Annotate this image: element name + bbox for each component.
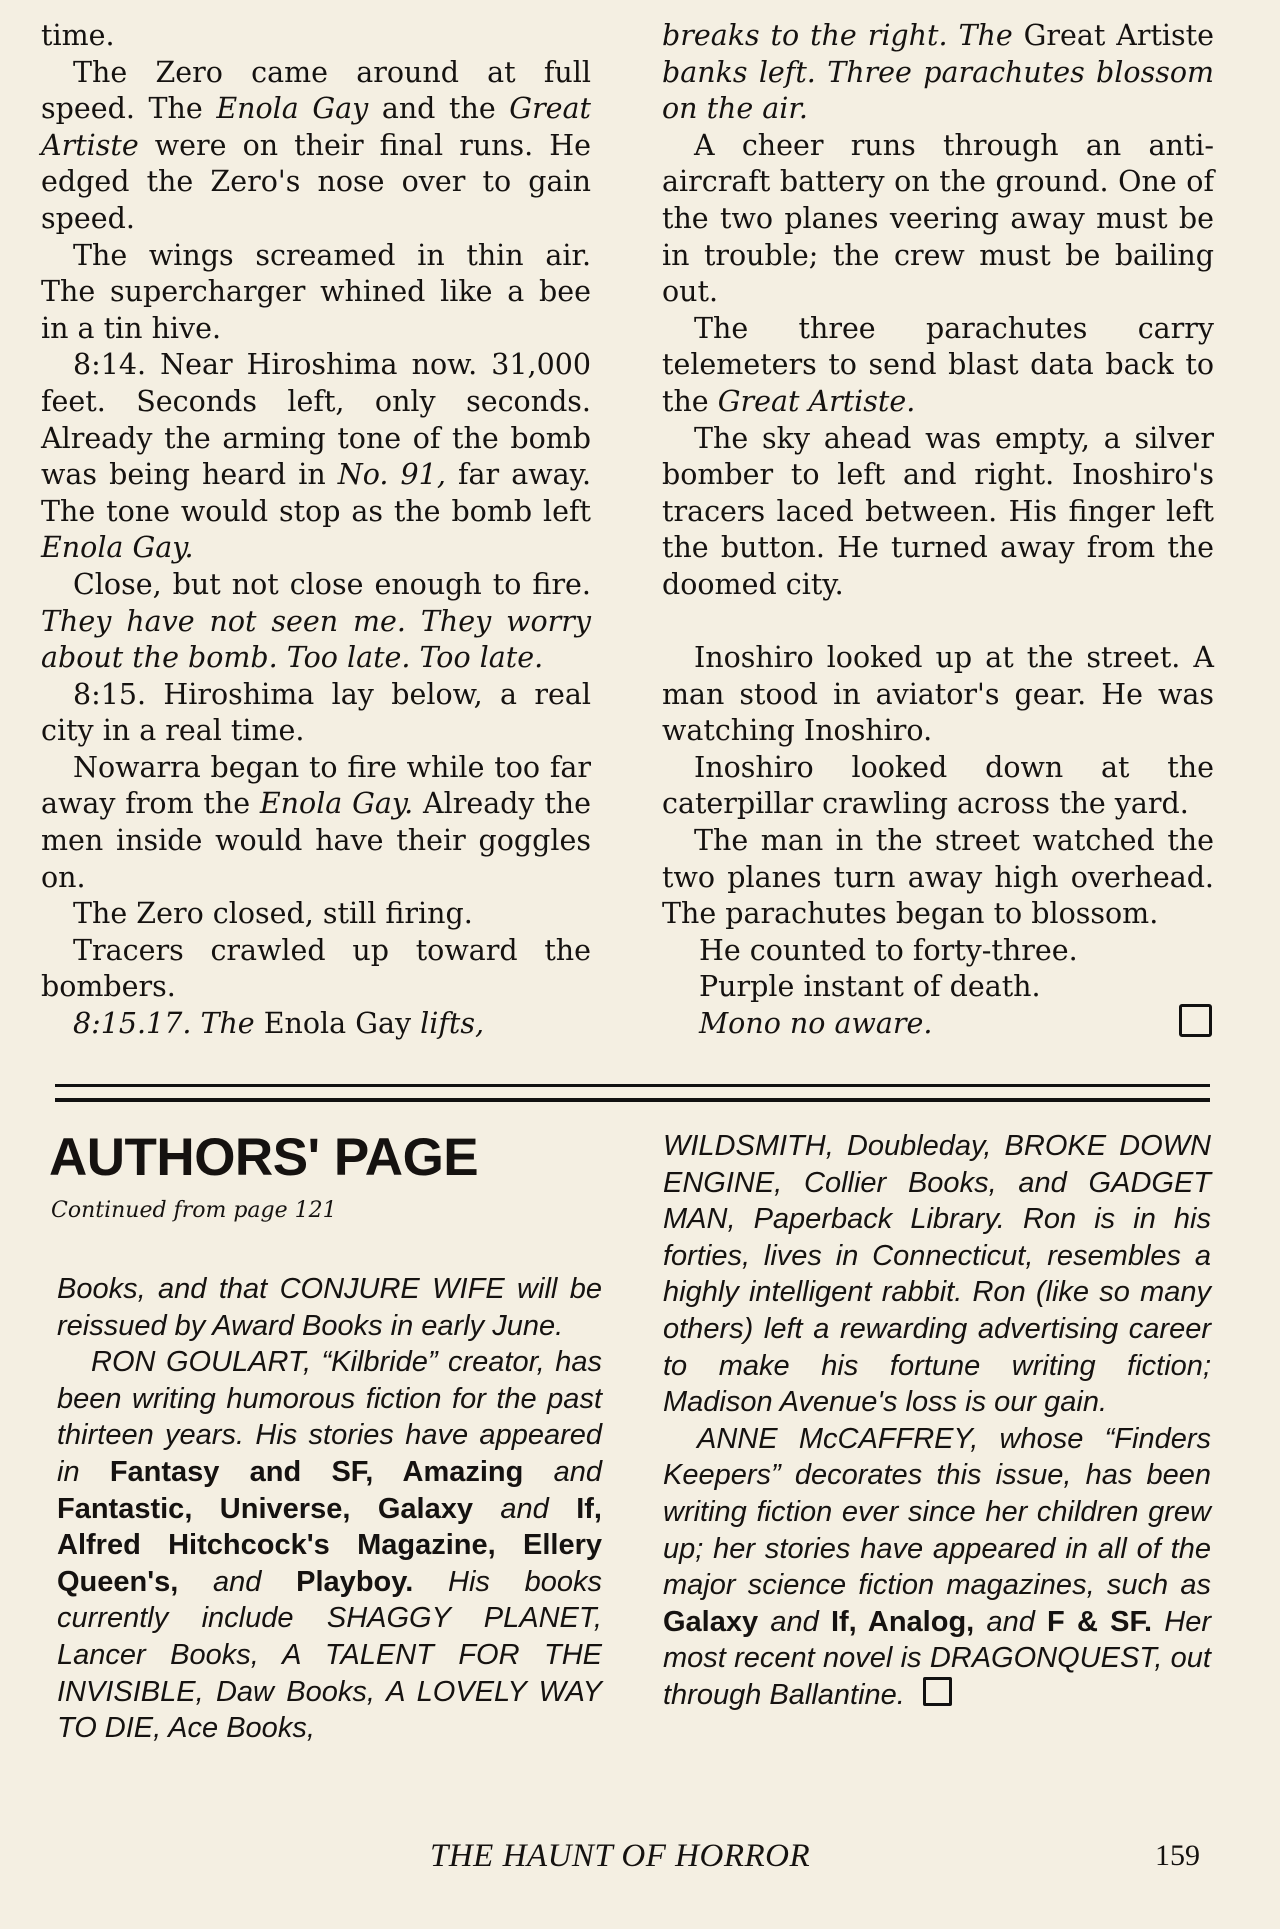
authors-column-left: [57, 1271, 602, 1747]
section-divider-rule: [55, 1084, 1210, 1087]
story-column-left: [41, 18, 591, 1043]
page-number: 159: [1155, 1839, 1200, 1872]
section-divider-rule: [55, 1098, 1210, 1102]
story-paragraph: time.: [41, 19, 115, 52]
story-line: He counted to forty-three.: [699, 933, 1078, 967]
end-of-story-box: [1179, 1004, 1212, 1037]
story-paragraph: The three parachutes carry telemeters to send blast data back to the Great Artiste.: [662, 311, 1214, 418]
story-paragraph: 8:15. Hiroshima lay below, a real city in a real time.: [41, 677, 591, 748]
authors-column-right: [663, 1128, 1211, 1714]
story-paragraph: The wings screamed in thin air. The supercharger whined like a bee in a tin hive.: [41, 238, 591, 345]
story-paragraph: 8:15.17. The Enola Gay lifts,: [73, 1007, 485, 1041]
authors-paragraph: RON GOULART, “Kilbride” creator, has been writing humorous fiction for the past thirteen years. His stories have appeared in Fantasy and SF, Amazing and Fantastic, Universe, Galaxy and If, Alfred Hitchcock's Magazine, Ellery Queen's, and Playboy. His books currently include SHAGGY PLANET, Lancer Books, A TALENT FOR THE INVISIBLE, Daw Books, A LOVELY WAY TO DIE, Ace Books,: [57, 1346, 602, 1745]
end-of-section-box: [923, 1677, 952, 1706]
story-paragraph: The man in the street watched the two planes turn away high overhead. The parachutes began to blossom.: [662, 824, 1214, 931]
running-footer-title: THE HAUNT OF HORROR: [430, 1838, 811, 1874]
story-paragraph: Inoshiro looked down at the caterpillar crawling across the yard.: [662, 750, 1214, 821]
continued-note: Continued from page 121: [51, 1198, 337, 1223]
story-paragraph: The sky ahead was empty, a silver bomber to left and right. Inoshiro's tracers laced between. His finger left the button. He turned away from the doomed city.: [662, 421, 1214, 601]
story-line: Mono no aware.: [662, 1006, 1214, 1043]
story-paragraph: A cheer runs through an anti-aircraft battery on the ground. One of the two planes veering away must be in trouble; the crew must be bailing out.: [662, 128, 1214, 309]
story-paragraph: 8:14. Near Hiroshima now. 31,000 feet. Seconds left, only seconds. Already the arming tone of the bomb was being heard in No. 91, far away. The tone would stop as the bomb left Enola Gay.: [41, 348, 592, 565]
story-paragraph: Close, but not close enough to fire. They have not seen me. They worry about the bomb. Too late. Too late.: [41, 567, 591, 675]
story-line: Purple instant of death.: [699, 970, 1041, 1004]
authors-paragraph: Books, and that CONJURE WIFE will be reissued by Award Books in early June.: [57, 1273, 602, 1342]
authors-paragraph: WILDSMITH, Doubleday, BROKE DOWN ENGINE, Collier Books, and GADGET MAN, Paperback Library. Ron is in his forties, lives in Connecticut, resembles a highly intelligent rabbit. Ron (like so many others) left a rewarding advertising career to make his fortune writing fiction; Madison Avenue's loss is our gain.: [663, 1130, 1211, 1419]
story-paragraph: The Zero came around at full speed. The Enola Gay and the Great Artiste were on their final runs. He edged the Zero's nose over to gain speed.: [41, 55, 591, 235]
story-column-right: [662, 18, 1214, 1043]
story-paragraph: breaks to the right. The Great Artiste banks left. Three parachutes blossom on the air.: [662, 19, 1214, 126]
story-paragraph: The Zero closed, still firing.: [73, 897, 473, 931]
authors-page-heading: AUTHORS' PAGE: [49, 1128, 479, 1187]
story-paragraph: Tracers crawled up toward the bombers.: [41, 933, 591, 1004]
authors-paragraph: ANNE McCAFFREY, whose “Finders Keepers” decorates this issue, has been writing fiction ever since her children grew up; her stories have appeared in all of the major science fiction magazines, such as Galaxy and If, Analog, and F & SF. Her most recent novel is DRAGONQUEST, out through Ballantine.: [663, 1422, 1211, 1711]
story-paragraph: Inoshiro looked up at the street. A man stood in aviator's gear. He was watching Inoshiro.: [662, 641, 1214, 748]
story-paragraph: Nowarra began to fire while too far away from the Enola Gay. Already the men inside would have their goggles on.: [41, 750, 591, 894]
